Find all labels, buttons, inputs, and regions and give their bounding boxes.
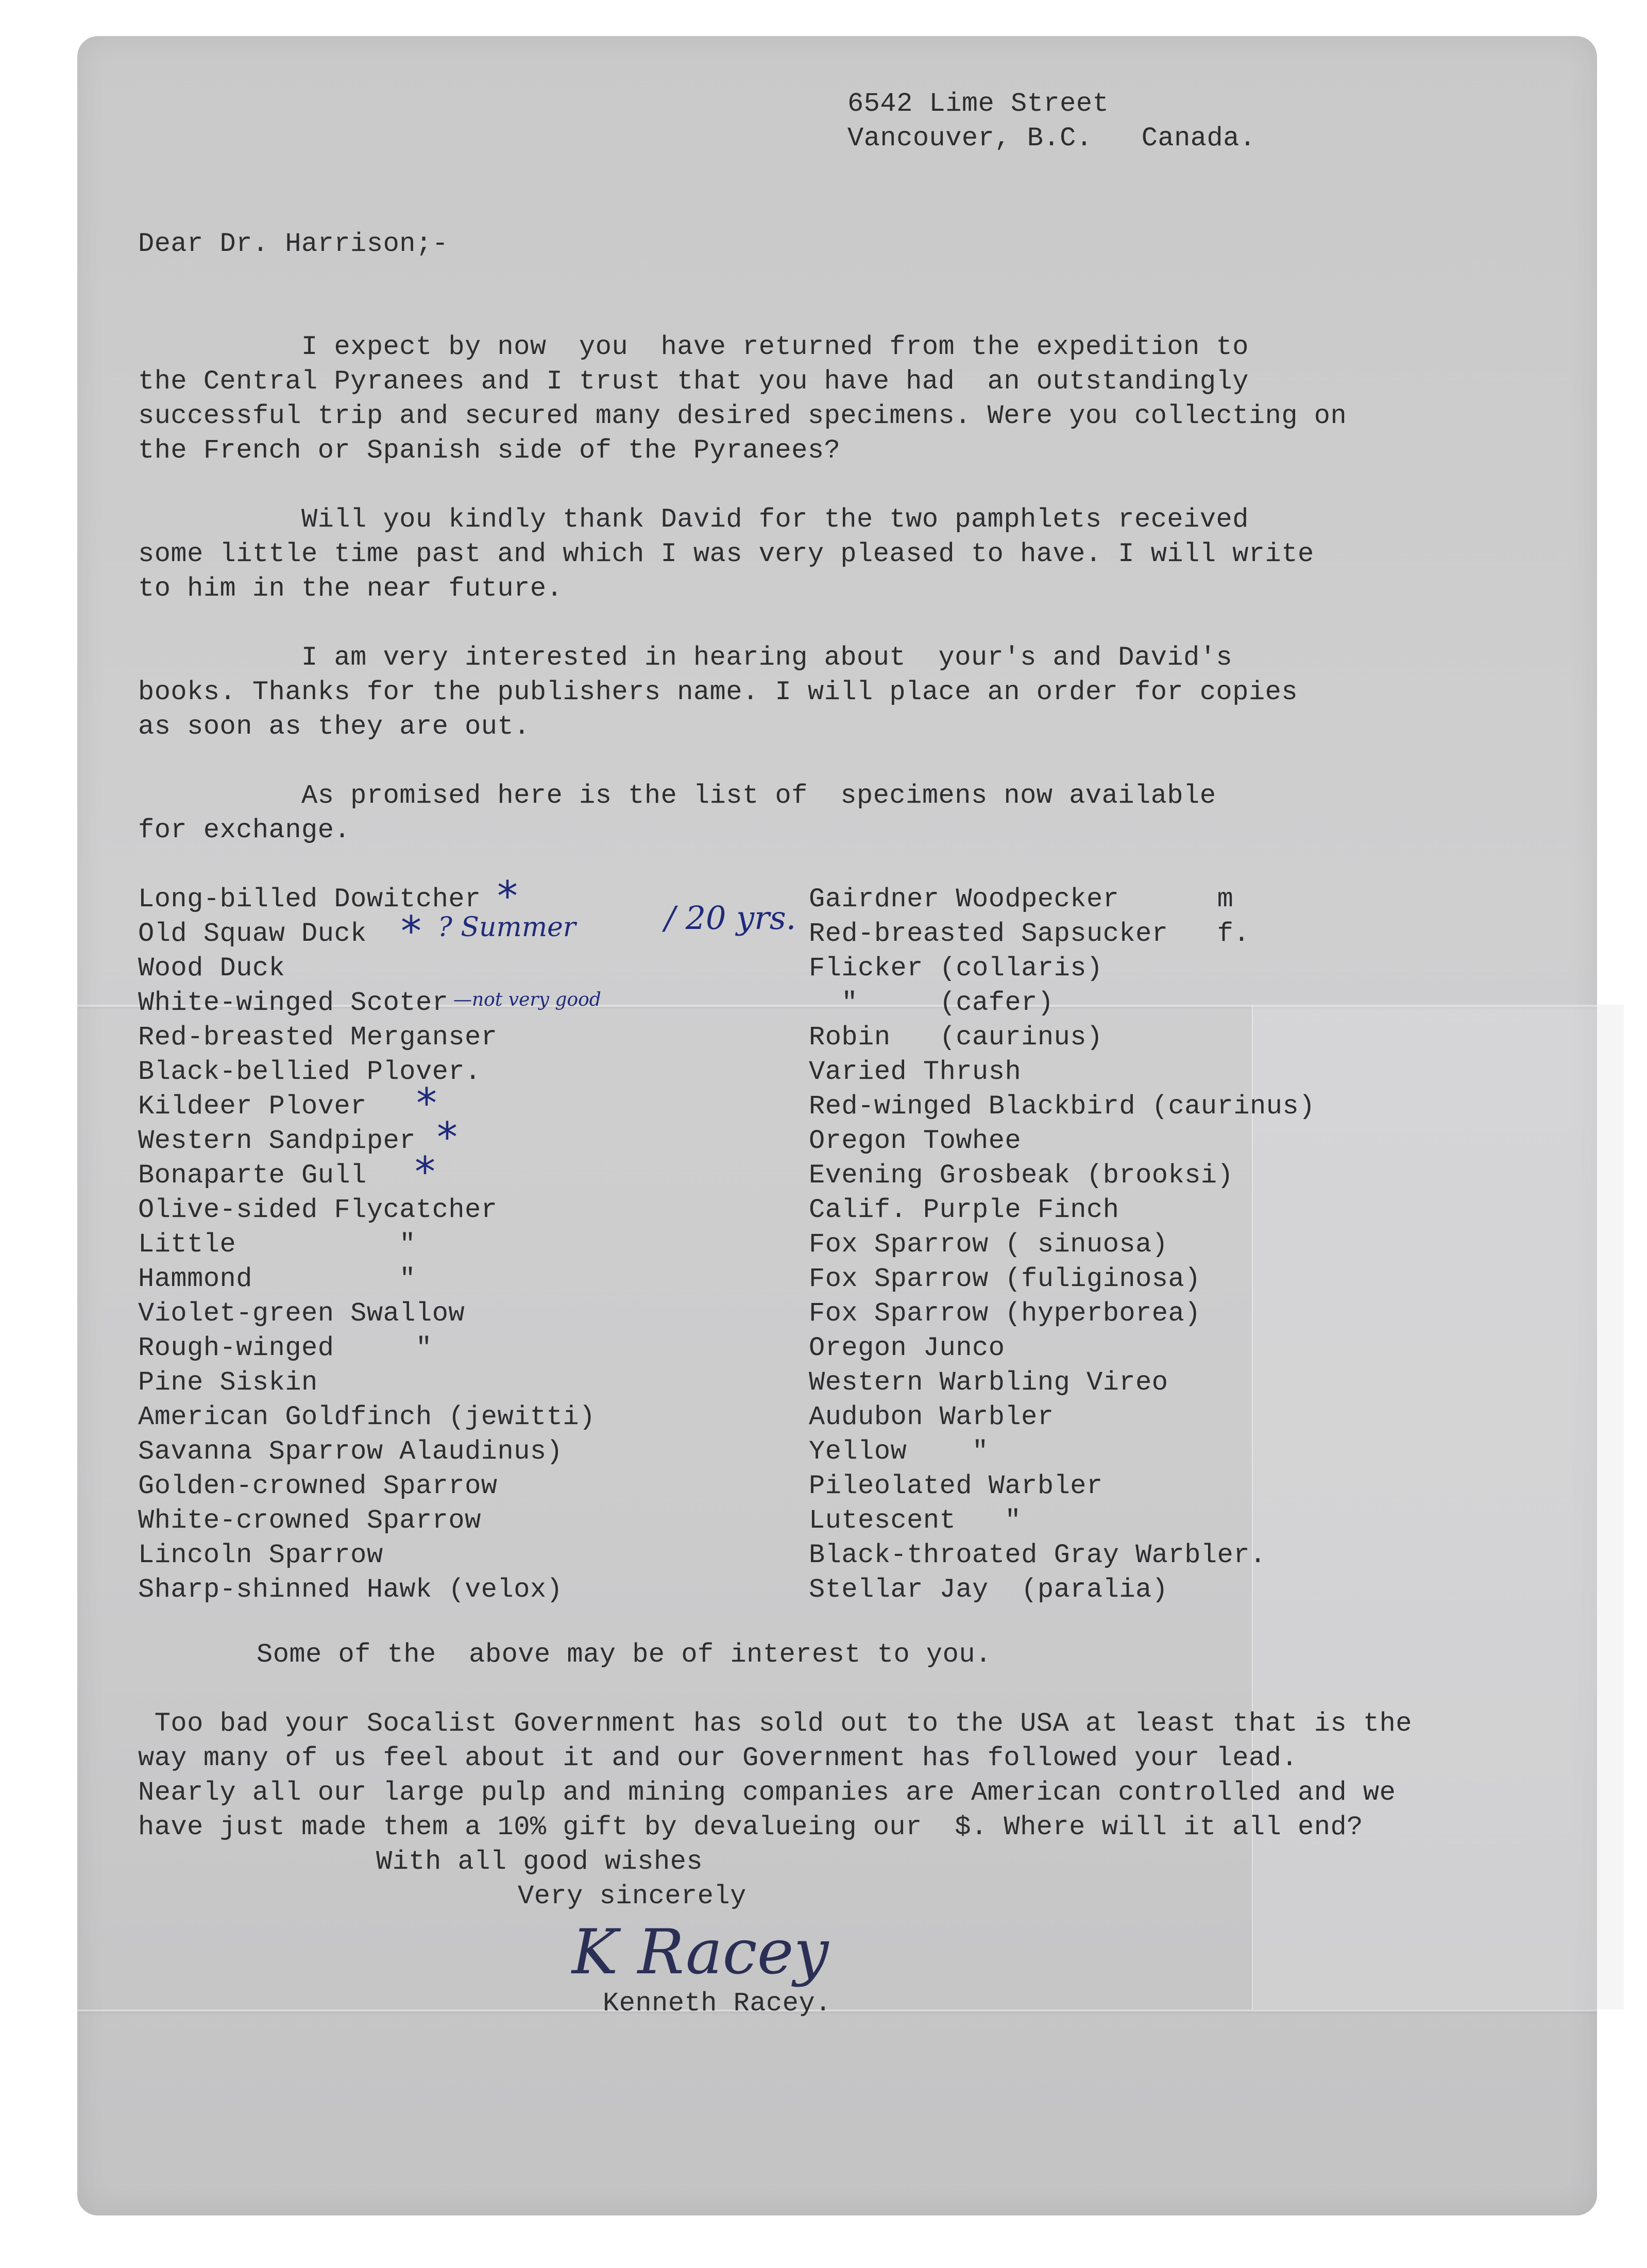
- list-item: Pine Siskin: [138, 1367, 318, 1398]
- list-item: Yellow ": [809, 1436, 989, 1467]
- list-item: Black-throated Gray Warbler.: [809, 1540, 1266, 1570]
- list-item: Red-breasted Merganser: [138, 1022, 498, 1053]
- list-item: Robin (caurinus): [809, 1022, 1103, 1053]
- fold-line: [77, 2009, 1597, 2011]
- list-item: Oregon Junco: [809, 1333, 1005, 1363]
- handwritten-note: ? Summer: [438, 912, 576, 943]
- handwritten-star: *: [401, 907, 421, 955]
- salutation: Dear Dr. Harrison;-: [138, 229, 449, 259]
- list-item: Western Sandpiper: [138, 1126, 416, 1156]
- handwritten-note: / 20 yrs.: [665, 899, 796, 937]
- list-item: Bonaparte Gull: [138, 1160, 367, 1191]
- list-item: Audubon Warbler: [809, 1402, 1054, 1432]
- list-item: Gairdner Woodpecker m: [809, 884, 1234, 915]
- list-item: Wood Duck: [138, 953, 285, 984]
- handwritten-star: *: [415, 1148, 435, 1196]
- list-item: Varied Thrush: [809, 1057, 1022, 1087]
- paragraph-2-line: some little time past and which I was very pleased to have. I will write: [138, 539, 1314, 569]
- list-item: Hammond ": [138, 1264, 416, 1294]
- closing-paragraph-line: Too bad your Socalist Government has sold out to the USA at least that is the: [138, 1708, 1412, 1739]
- list-item: Little ": [138, 1229, 416, 1260]
- paragraph-3-line: I am very interested in hearing about your's and David's: [138, 642, 1233, 673]
- list-item: Red-breasted Sapsucker f.: [809, 919, 1250, 949]
- paragraph-1-line: I expect by now you have returned from the expedition to: [138, 332, 1249, 362]
- list-item: " (cafer): [809, 988, 1054, 1018]
- paragraph-1-line: the French or Spanish side of the Pyranees?: [138, 435, 841, 466]
- list-item: Evening Grosbeak (brooksi): [809, 1160, 1234, 1191]
- list-item: Long-billed Dowitcher: [138, 884, 481, 915]
- list-item: Black-bellied Plover.: [138, 1057, 481, 1087]
- list-item: Calif. Purple Finch: [809, 1195, 1119, 1225]
- handwritten-star: *: [437, 1113, 457, 1161]
- list-item: Savanna Sparrow Alaudinus): [138, 1436, 563, 1467]
- list-item: Fox Sparrow (hyperborea): [809, 1298, 1201, 1329]
- paragraph-4-line: for exchange.: [138, 815, 351, 845]
- list-item: American Goldfinch (jewitti): [138, 1402, 596, 1432]
- handwritten-note: —not very good: [453, 989, 601, 1010]
- list-item: Kildeer Plover: [138, 1091, 367, 1122]
- list-item: White-crowned Sparrow: [138, 1505, 481, 1536]
- closing-paragraph-line: Nearly all our large pulp and mining companies are American controlled and we: [138, 1778, 1396, 1808]
- paragraph-1-line: successful trip and secured many desired specimens. Were you collecting on: [138, 401, 1347, 431]
- closing-sincerely: Very sincerely: [518, 1881, 746, 1911]
- list-item: Golden-crowned Sparrow: [138, 1471, 498, 1501]
- closing-paragraph-line: way many of us feel about it and our Government has followed your lead.: [138, 1743, 1298, 1773]
- specimen-list-right: [809, 882, 1315, 1607]
- list-item: Red-winged Blackbird (caurinus): [809, 1091, 1315, 1122]
- list-item: Flicker (collaris): [809, 953, 1103, 984]
- paragraph-2-line: to him in the near future.: [138, 573, 563, 604]
- interest-line: Some of the above may be of interest to you.: [257, 1639, 992, 1670]
- list-item: Oregon Towhee: [809, 1126, 1022, 1156]
- closing-paragraph-line: have just made them a 10% gift by devalueing our $. Where will it all end?: [138, 1812, 1363, 1842]
- handwritten-star: *: [497, 872, 518, 920]
- address-line-2: Vancouver, B.C. Canada.: [847, 123, 1256, 154]
- list-item: Old Squaw Duck: [138, 919, 367, 949]
- handwritten-star: *: [416, 1079, 437, 1127]
- paragraph-1-line: the Central Pyranees and I trust that you have had an outstandingly: [138, 366, 1249, 397]
- list-item: Lincoln Sparrow: [138, 1540, 383, 1570]
- list-item: Rough-winged ": [138, 1333, 432, 1363]
- list-item: Sharp-shinned Hawk (velox): [138, 1575, 563, 1605]
- list-item: Fox Sparrow ( sinuosa): [809, 1229, 1168, 1260]
- list-item: Stellar Jay (paralia): [809, 1575, 1168, 1605]
- list-item: Western Warbling Vireo: [809, 1367, 1168, 1398]
- closing-wishes: With all good wishes: [376, 1847, 703, 1877]
- list-item: Pileolated Warbler: [809, 1471, 1103, 1501]
- address-line-1: 6542 Lime Street: [847, 89, 1109, 119]
- list-item: Olive-sided Flycatcher: [138, 1195, 498, 1225]
- paragraph-3-line: as soon as they are out.: [138, 712, 530, 742]
- list-item: Lutescent ": [809, 1505, 1022, 1536]
- list-item: Fox Sparrow (fuliginosa): [809, 1264, 1201, 1294]
- paragraph-2-line: Will you kindly thank David for the two pamphlets received: [138, 504, 1249, 535]
- list-item: White-winged Scoter: [138, 988, 449, 1018]
- list-item: Violet-green Swallow: [138, 1298, 465, 1329]
- paragraph-3-line: books. Thanks for the publishers name. I will place an order for copies: [138, 677, 1298, 707]
- signature: K Racey: [572, 1917, 829, 1988]
- paragraph-4-line: As promised here is the list of specimens now available: [138, 781, 1216, 811]
- signer-name: Kenneth Racey.: [603, 1988, 831, 2019]
